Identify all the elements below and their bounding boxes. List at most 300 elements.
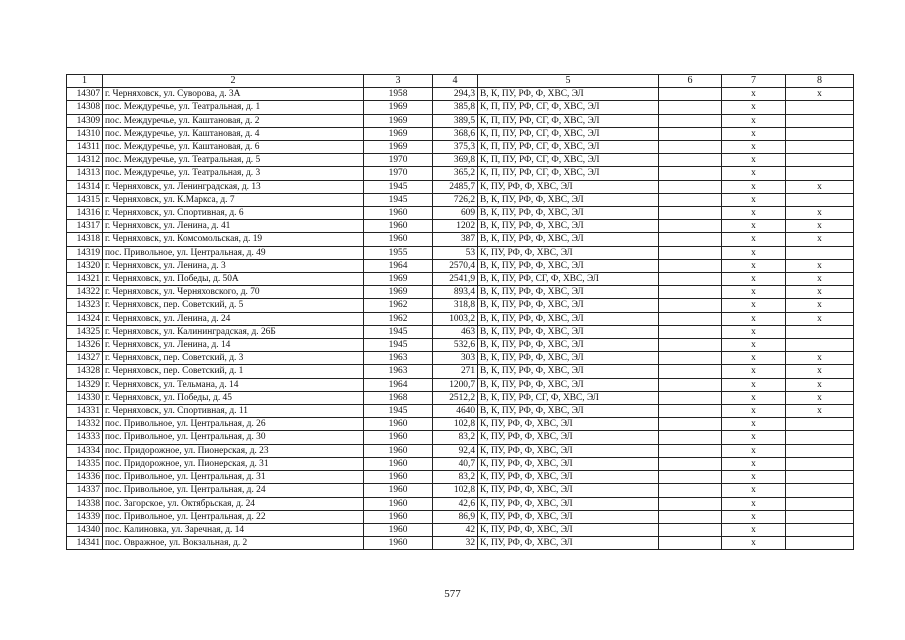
cell-address: г. Черняховск, ул. Ленинградская, д. 13 (103, 180, 364, 193)
cell-col6 (659, 339, 722, 352)
cell-address: пос. Загорское, ул. Октябрьская, д. 24 (103, 497, 364, 510)
cell-col8-mark (786, 339, 854, 352)
cell-col7-mark: x (722, 352, 786, 365)
cell-col6 (659, 537, 722, 550)
cell-col6 (659, 193, 722, 206)
cell-col8-mark: x (786, 180, 854, 193)
cell-year: 1960 (364, 220, 433, 233)
cell-area: 893,4 (433, 286, 478, 299)
cell-col8-mark (786, 497, 854, 510)
cell-row-number: 14325 (67, 325, 103, 338)
cell-utilities: В, К, ПУ, РФ, Ф, ХВС, ЭЛ (478, 378, 659, 391)
cell-utilities: В, К, ПУ, РФ, Ф, ХВС, ЭЛ (478, 405, 659, 418)
cell-address: пос. Междуречье, ул. Каштановая, д. 6 (103, 141, 364, 154)
cell-utilities: К, ПУ, РФ, Ф, ХВС, ЭЛ (478, 431, 659, 444)
table-row (67, 233, 854, 246)
cell-col6 (659, 444, 722, 457)
cell-col7-mark: x (722, 273, 786, 286)
cell-row-number: 14328 (67, 365, 103, 378)
cell-col6 (659, 141, 722, 154)
cell-col6 (659, 299, 722, 312)
cell-col8-mark (786, 444, 854, 457)
cell-col8-mark (786, 484, 854, 497)
cell-year: 1964 (364, 259, 433, 272)
cell-area: 2485,7 (433, 180, 478, 193)
cell-year: 1960 (364, 523, 433, 536)
header-row (67, 75, 854, 88)
cell-col6 (659, 418, 722, 431)
cell-area: 83,2 (433, 471, 478, 484)
cell-col8-mark: x (786, 299, 854, 312)
cell-col8-mark: x (786, 405, 854, 418)
table-row (67, 180, 854, 193)
cell-col7-mark: x (722, 114, 786, 127)
cell-utilities: К, ПУ, РФ, Ф, ХВС, ЭЛ (478, 484, 659, 497)
cell-col7-mark: x (722, 405, 786, 418)
cell-col7-mark: x (722, 167, 786, 180)
table-row (67, 471, 854, 484)
cell-address: пос. Междуречье, ул. Театральная, д. 3 (103, 167, 364, 180)
cell-address: пос. Междуречье, ул. Театральная, д. 1 (103, 101, 364, 114)
cell-area: 42 (433, 523, 478, 536)
cell-utilities: К, ПУ, РФ, Ф, ХВС, ЭЛ (478, 418, 659, 431)
cell-row-number: 14320 (67, 259, 103, 272)
cell-row-number: 14321 (67, 273, 103, 286)
cell-address: пос. Привольное, ул. Центральная, д. 24 (103, 484, 364, 497)
cell-address: пос. Привольное, ул. Центральная, д. 26 (103, 418, 364, 431)
cell-address: г. Черняховск, ул. Тельмана, д. 14 (103, 378, 364, 391)
cell-row-number: 14308 (67, 101, 103, 114)
cell-address: г. Черняховск, ул. Суворова, д. 3А (103, 88, 364, 101)
table-row (67, 391, 854, 404)
cell-col7-mark: x (722, 127, 786, 140)
cell-col7-mark: x (722, 391, 786, 404)
cell-year: 1969 (364, 127, 433, 140)
cell-address: пос. Придорожное, ул. Пионерская, д. 31 (103, 457, 364, 470)
cell-address: пос. Привольное, ул. Центральная, д. 31 (103, 471, 364, 484)
cell-address: пос. Междуречье, ул. Каштановая, д. 4 (103, 127, 364, 140)
table-row (67, 339, 854, 352)
cell-year: 1969 (364, 114, 433, 127)
table-row (67, 299, 854, 312)
cell-area: 532,6 (433, 339, 478, 352)
cell-col6 (659, 259, 722, 272)
cell-row-number: 14323 (67, 299, 103, 312)
cell-col8-mark (786, 325, 854, 338)
cell-year: 1969 (364, 141, 433, 154)
cell-row-number: 14337 (67, 484, 103, 497)
cell-row-number: 14310 (67, 127, 103, 140)
cell-address: г. Черняховск, ул. Ленина, д. 24 (103, 312, 364, 325)
cell-col7-mark: x (722, 365, 786, 378)
cell-col7-mark: x (722, 259, 786, 272)
cell-area: 609 (433, 207, 478, 220)
cell-col8-mark (786, 246, 854, 259)
cell-row-number: 14335 (67, 457, 103, 470)
cell-utilities: В, К, ПУ, РФ, Ф, ХВС, ЭЛ (478, 352, 659, 365)
cell-col6 (659, 154, 722, 167)
cell-year: 1960 (364, 484, 433, 497)
cell-address: пос. Привольное, ул. Центральная, д. 49 (103, 246, 364, 259)
cell-address: г. Черняховск, ул. К.Маркса, д. 7 (103, 193, 364, 206)
cell-row-number: 14312 (67, 154, 103, 167)
cell-col7-mark: x (722, 497, 786, 510)
cell-row-number: 14341 (67, 537, 103, 550)
cell-utilities: В, К, ПУ, РФ, Ф, ХВС, ЭЛ (478, 259, 659, 272)
table-row (67, 286, 854, 299)
cell-area: 294,3 (433, 88, 478, 101)
cell-address: пос. Междуречье, ул. Театральная, д. 5 (103, 154, 364, 167)
data-table (66, 74, 854, 550)
cell-utilities: В, К, ПУ, РФ, Ф, ХВС, ЭЛ (478, 88, 659, 101)
cell-utilities: В, К, ПУ, РФ, Ф, ХВС, ЭЛ (478, 193, 659, 206)
cell-col6 (659, 484, 722, 497)
cell-year: 1963 (364, 352, 433, 365)
cell-col7-mark: x (722, 431, 786, 444)
cell-col7-mark: x (722, 101, 786, 114)
table-row (67, 497, 854, 510)
cell-col6 (659, 286, 722, 299)
cell-col7-mark: x (722, 418, 786, 431)
cell-address: г. Черняховск, пер. Советский, д. 1 (103, 365, 364, 378)
cell-col6 (659, 378, 722, 391)
cell-col8-mark: x (786, 378, 854, 391)
cell-utilities: К, П, ПУ, РФ, СГ, Ф, ХВС, ЭЛ (478, 101, 659, 114)
cell-col6 (659, 497, 722, 510)
cell-col7-mark: x (722, 457, 786, 470)
cell-col7-mark: x (722, 444, 786, 457)
table-row (67, 259, 854, 272)
cell-col6 (659, 180, 722, 193)
cell-row-number: 14333 (67, 431, 103, 444)
cell-row-number: 14311 (67, 141, 103, 154)
cell-col8-mark: x (786, 233, 854, 246)
cell-row-number: 14307 (67, 88, 103, 101)
cell-utilities: К, ПУ, РФ, Ф, ХВС, ЭЛ (478, 497, 659, 510)
cell-area: 86,9 (433, 510, 478, 523)
cell-address: г. Черняховск, ул. Спортивная, д. 6 (103, 207, 364, 220)
cell-utilities: К, ПУ, РФ, Ф, ХВС, ЭЛ (478, 444, 659, 457)
cell-row-number: 14314 (67, 180, 103, 193)
cell-year: 1960 (364, 207, 433, 220)
cell-col7-mark: x (722, 339, 786, 352)
cell-col7-mark: x (722, 233, 786, 246)
cell-area: 368,6 (433, 127, 478, 140)
cell-year: 1962 (364, 299, 433, 312)
cell-year: 1960 (364, 510, 433, 523)
cell-col8-mark: x (786, 220, 854, 233)
cell-area: 375,3 (433, 141, 478, 154)
cell-address: пос. Междуречье, ул. Каштановая, д. 2 (103, 114, 364, 127)
cell-utilities: К, ПУ, РФ, Ф, ХВС, ЭЛ (478, 180, 659, 193)
table-row (67, 141, 854, 154)
cell-address: г. Черняховск, ул. Ленина, д. 3 (103, 259, 364, 272)
cell-utilities: К, ПУ, РФ, Ф, ХВС, ЭЛ (478, 523, 659, 536)
cell-col6 (659, 325, 722, 338)
cell-col7-mark: x (722, 246, 786, 259)
table-row (67, 418, 854, 431)
cell-year: 1960 (364, 444, 433, 457)
cell-utilities: К, ПУ, РФ, Ф, ХВС, ЭЛ (478, 510, 659, 523)
cell-area: 385,8 (433, 101, 478, 114)
cell-utilities: В, К, ПУ, РФ, Ф, ХВС, ЭЛ (478, 286, 659, 299)
cell-area: 102,8 (433, 484, 478, 497)
cell-row-number: 14309 (67, 114, 103, 127)
cell-area: 369,8 (433, 154, 478, 167)
cell-col6 (659, 457, 722, 470)
cell-col8-mark: x (786, 273, 854, 286)
cell-row-number: 14319 (67, 246, 103, 259)
table-row (67, 127, 854, 140)
table-row (67, 154, 854, 167)
page-number: 577 (444, 588, 461, 600)
cell-col6 (659, 233, 722, 246)
cell-col6 (659, 352, 722, 365)
cell-area: 2541,9 (433, 273, 478, 286)
cell-year: 1955 (364, 246, 433, 259)
cell-utilities: В, К, ПУ, РФ, Ф, ХВС, ЭЛ (478, 325, 659, 338)
cell-col8-mark: x (786, 88, 854, 101)
cell-year: 1960 (364, 418, 433, 431)
cell-col6 (659, 510, 722, 523)
table-row (67, 523, 854, 536)
cell-col6 (659, 127, 722, 140)
cell-col8-mark: x (786, 312, 854, 325)
cell-row-number: 14331 (67, 405, 103, 418)
cell-utilities: В, К, ПУ, РФ, Ф, ХВС, ЭЛ (478, 299, 659, 312)
cell-col8-mark (786, 193, 854, 206)
cell-col6 (659, 431, 722, 444)
cell-year: 1969 (364, 286, 433, 299)
table-row (67, 193, 854, 206)
cell-col8-mark (786, 457, 854, 470)
cell-area: 463 (433, 325, 478, 338)
table-row (67, 312, 854, 325)
table-row (67, 207, 854, 220)
cell-col8-mark: x (786, 207, 854, 220)
header-cell-4: 4 (433, 75, 478, 88)
cell-col7-mark: x (722, 299, 786, 312)
cell-col7-mark: x (722, 88, 786, 101)
cell-year: 1945 (364, 193, 433, 206)
cell-area: 271 (433, 365, 478, 378)
cell-area: 318,8 (433, 299, 478, 312)
cell-col7-mark: x (722, 141, 786, 154)
cell-address: г. Черняховск, ул. Ленина, д. 41 (103, 220, 364, 233)
cell-col7-mark: x (722, 378, 786, 391)
cell-area: 303 (433, 352, 478, 365)
cell-year: 1968 (364, 391, 433, 404)
cell-year: 1970 (364, 154, 433, 167)
cell-utilities: В, К, ПУ, РФ, Ф, ХВС, ЭЛ (478, 220, 659, 233)
header-cell-7: 7 (722, 75, 786, 88)
cell-col7-mark: x (722, 180, 786, 193)
cell-col7-mark: x (722, 286, 786, 299)
cell-col6 (659, 471, 722, 484)
table-row (67, 484, 854, 497)
cell-col8-mark (786, 167, 854, 180)
cell-area: 2570,4 (433, 259, 478, 272)
cell-col7-mark: x (722, 325, 786, 338)
cell-col8-mark: x (786, 286, 854, 299)
cell-area: 102,8 (433, 418, 478, 431)
cell-address: пос. Калиновка, ул. Заречная, д. 14 (103, 523, 364, 536)
cell-col8-mark (786, 101, 854, 114)
cell-col8-mark: x (786, 365, 854, 378)
cell-col8-mark: x (786, 391, 854, 404)
cell-col8-mark: x (786, 259, 854, 272)
table-row (67, 537, 854, 550)
cell-area: 40,7 (433, 457, 478, 470)
cell-row-number: 14330 (67, 391, 103, 404)
table-row (67, 167, 854, 180)
cell-col8-mark (786, 154, 854, 167)
cell-col8-mark (786, 431, 854, 444)
cell-row-number: 14317 (67, 220, 103, 233)
cell-area: 1003,2 (433, 312, 478, 325)
table-row (67, 365, 854, 378)
cell-col7-mark: x (722, 207, 786, 220)
cell-col6 (659, 207, 722, 220)
table-row (67, 273, 854, 286)
cell-col7-mark: x (722, 471, 786, 484)
cell-address: г. Черняховск, ул. Комсомольская, д. 19 (103, 233, 364, 246)
cell-year: 1964 (364, 378, 433, 391)
table-row (67, 444, 854, 457)
cell-col7-mark: x (722, 537, 786, 550)
cell-year: 1962 (364, 312, 433, 325)
cell-year: 1960 (364, 537, 433, 550)
cell-row-number: 14332 (67, 418, 103, 431)
cell-area: 365,2 (433, 167, 478, 180)
cell-col8-mark (786, 510, 854, 523)
table-row (67, 220, 854, 233)
cell-row-number: 14316 (67, 207, 103, 220)
cell-row-number: 14336 (67, 471, 103, 484)
cell-col8-mark (786, 418, 854, 431)
cell-col6 (659, 312, 722, 325)
cell-year: 1970 (364, 167, 433, 180)
cell-col8-mark: x (786, 352, 854, 365)
cell-address: пос. Привольное, ул. Центральная, д. 22 (103, 510, 364, 523)
cell-address: пос. Привольное, ул. Центральная, д. 30 (103, 431, 364, 444)
cell-area: 53 (433, 246, 478, 259)
cell-address: г. Черняховск, ул. Ленина, д. 14 (103, 339, 364, 352)
cell-address: г. Черняховск, ул. Победы, д. 50А (103, 273, 364, 286)
table-row (67, 325, 854, 338)
cell-col6 (659, 114, 722, 127)
cell-col7-mark: x (722, 154, 786, 167)
cell-col8-mark (786, 523, 854, 536)
cell-col7-mark: x (722, 312, 786, 325)
cell-row-number: 14327 (67, 352, 103, 365)
cell-utilities: В, К, ПУ, РФ, Ф, ХВС, ЭЛ (478, 207, 659, 220)
cell-area: 1200,7 (433, 378, 478, 391)
table-row (67, 457, 854, 470)
cell-col8-mark (786, 537, 854, 550)
cell-row-number: 14326 (67, 339, 103, 352)
cell-year: 1960 (364, 497, 433, 510)
cell-year: 1960 (364, 471, 433, 484)
cell-year: 1963 (364, 365, 433, 378)
cell-area: 4640 (433, 405, 478, 418)
cell-row-number: 14339 (67, 510, 103, 523)
cell-area: 1202 (433, 220, 478, 233)
cell-year: 1945 (364, 180, 433, 193)
cell-col6 (659, 167, 722, 180)
cell-address: пос. Овражное, ул. Вокзальная, д. 2 (103, 537, 364, 550)
cell-utilities: К, ПУ, РФ, Ф, ХВС, ЭЛ (478, 457, 659, 470)
cell-year: 1960 (364, 431, 433, 444)
cell-year: 1960 (364, 233, 433, 246)
cell-year: 1945 (364, 405, 433, 418)
cell-address: пос. Придорожное, ул. Пионерская, д. 23 (103, 444, 364, 457)
cell-address: г. Черняховск, пер. Советский, д. 3 (103, 352, 364, 365)
cell-area: 92,4 (433, 444, 478, 457)
cell-address: г. Черняховск, пер. Советский, д. 5 (103, 299, 364, 312)
cell-col8-mark (786, 114, 854, 127)
cell-utilities: В, К, ПУ, РФ, Ф, ХВС, ЭЛ (478, 233, 659, 246)
cell-row-number: 14340 (67, 523, 103, 536)
cell-col6 (659, 365, 722, 378)
cell-utilities: В, К, ПУ, РФ, Ф, ХВС, ЭЛ (478, 312, 659, 325)
cell-utilities: К, П, ПУ, РФ, СГ, Ф, ХВС, ЭЛ (478, 114, 659, 127)
header-cell-5: 5 (478, 75, 659, 88)
table-row (67, 431, 854, 444)
cell-col6 (659, 220, 722, 233)
cell-year: 1969 (364, 101, 433, 114)
cell-col8-mark (786, 127, 854, 140)
cell-utilities: К, П, ПУ, РФ, СГ, Ф, ХВС, ЭЛ (478, 127, 659, 140)
header-cell-8: 8 (786, 75, 854, 88)
cell-year: 1960 (364, 457, 433, 470)
cell-year: 1945 (364, 339, 433, 352)
table-row (67, 378, 854, 391)
cell-row-number: 14322 (67, 286, 103, 299)
table-row (67, 114, 854, 127)
cell-utilities: К, П, ПУ, РФ, СГ, Ф, ХВС, ЭЛ (478, 141, 659, 154)
cell-col6 (659, 523, 722, 536)
cell-area: 726,2 (433, 193, 478, 206)
cell-col8-mark (786, 471, 854, 484)
table-row (67, 352, 854, 365)
cell-row-number: 14324 (67, 312, 103, 325)
cell-address: г. Черняховск, ул. Калининградская, д. 26Б (103, 325, 364, 338)
cell-row-number: 14315 (67, 193, 103, 206)
cell-utilities: В, К, ПУ, РФ, СГ, Ф, ХВС, ЭЛ (478, 273, 659, 286)
cell-area: 42,6 (433, 497, 478, 510)
cell-utilities: К, ПУ, РФ, Ф, ХВС, ЭЛ (478, 471, 659, 484)
cell-col6 (659, 405, 722, 418)
header-cell-3: 3 (364, 75, 433, 88)
cell-col6 (659, 246, 722, 259)
cell-utilities: В, К, ПУ, РФ, СГ, Ф, ХВС, ЭЛ (478, 391, 659, 404)
cell-utilities: К, П, ПУ, РФ, СГ, Ф, ХВС, ЭЛ (478, 167, 659, 180)
header-cell-2: 2 (103, 75, 364, 88)
cell-year: 1958 (364, 88, 433, 101)
cell-row-number: 14338 (67, 497, 103, 510)
cell-area: 32 (433, 537, 478, 550)
cell-col6 (659, 101, 722, 114)
table-row (67, 246, 854, 259)
table-body (67, 75, 854, 550)
table-row (67, 405, 854, 418)
cell-utilities: К, ПУ, РФ, Ф, ХВС, ЭЛ (478, 246, 659, 259)
table-row (67, 101, 854, 114)
cell-utilities: К, ПУ, РФ, Ф, ХВС, ЭЛ (478, 537, 659, 550)
cell-utilities: К, П, ПУ, РФ, СГ, Ф, ХВС, ЭЛ (478, 154, 659, 167)
cell-col6 (659, 88, 722, 101)
